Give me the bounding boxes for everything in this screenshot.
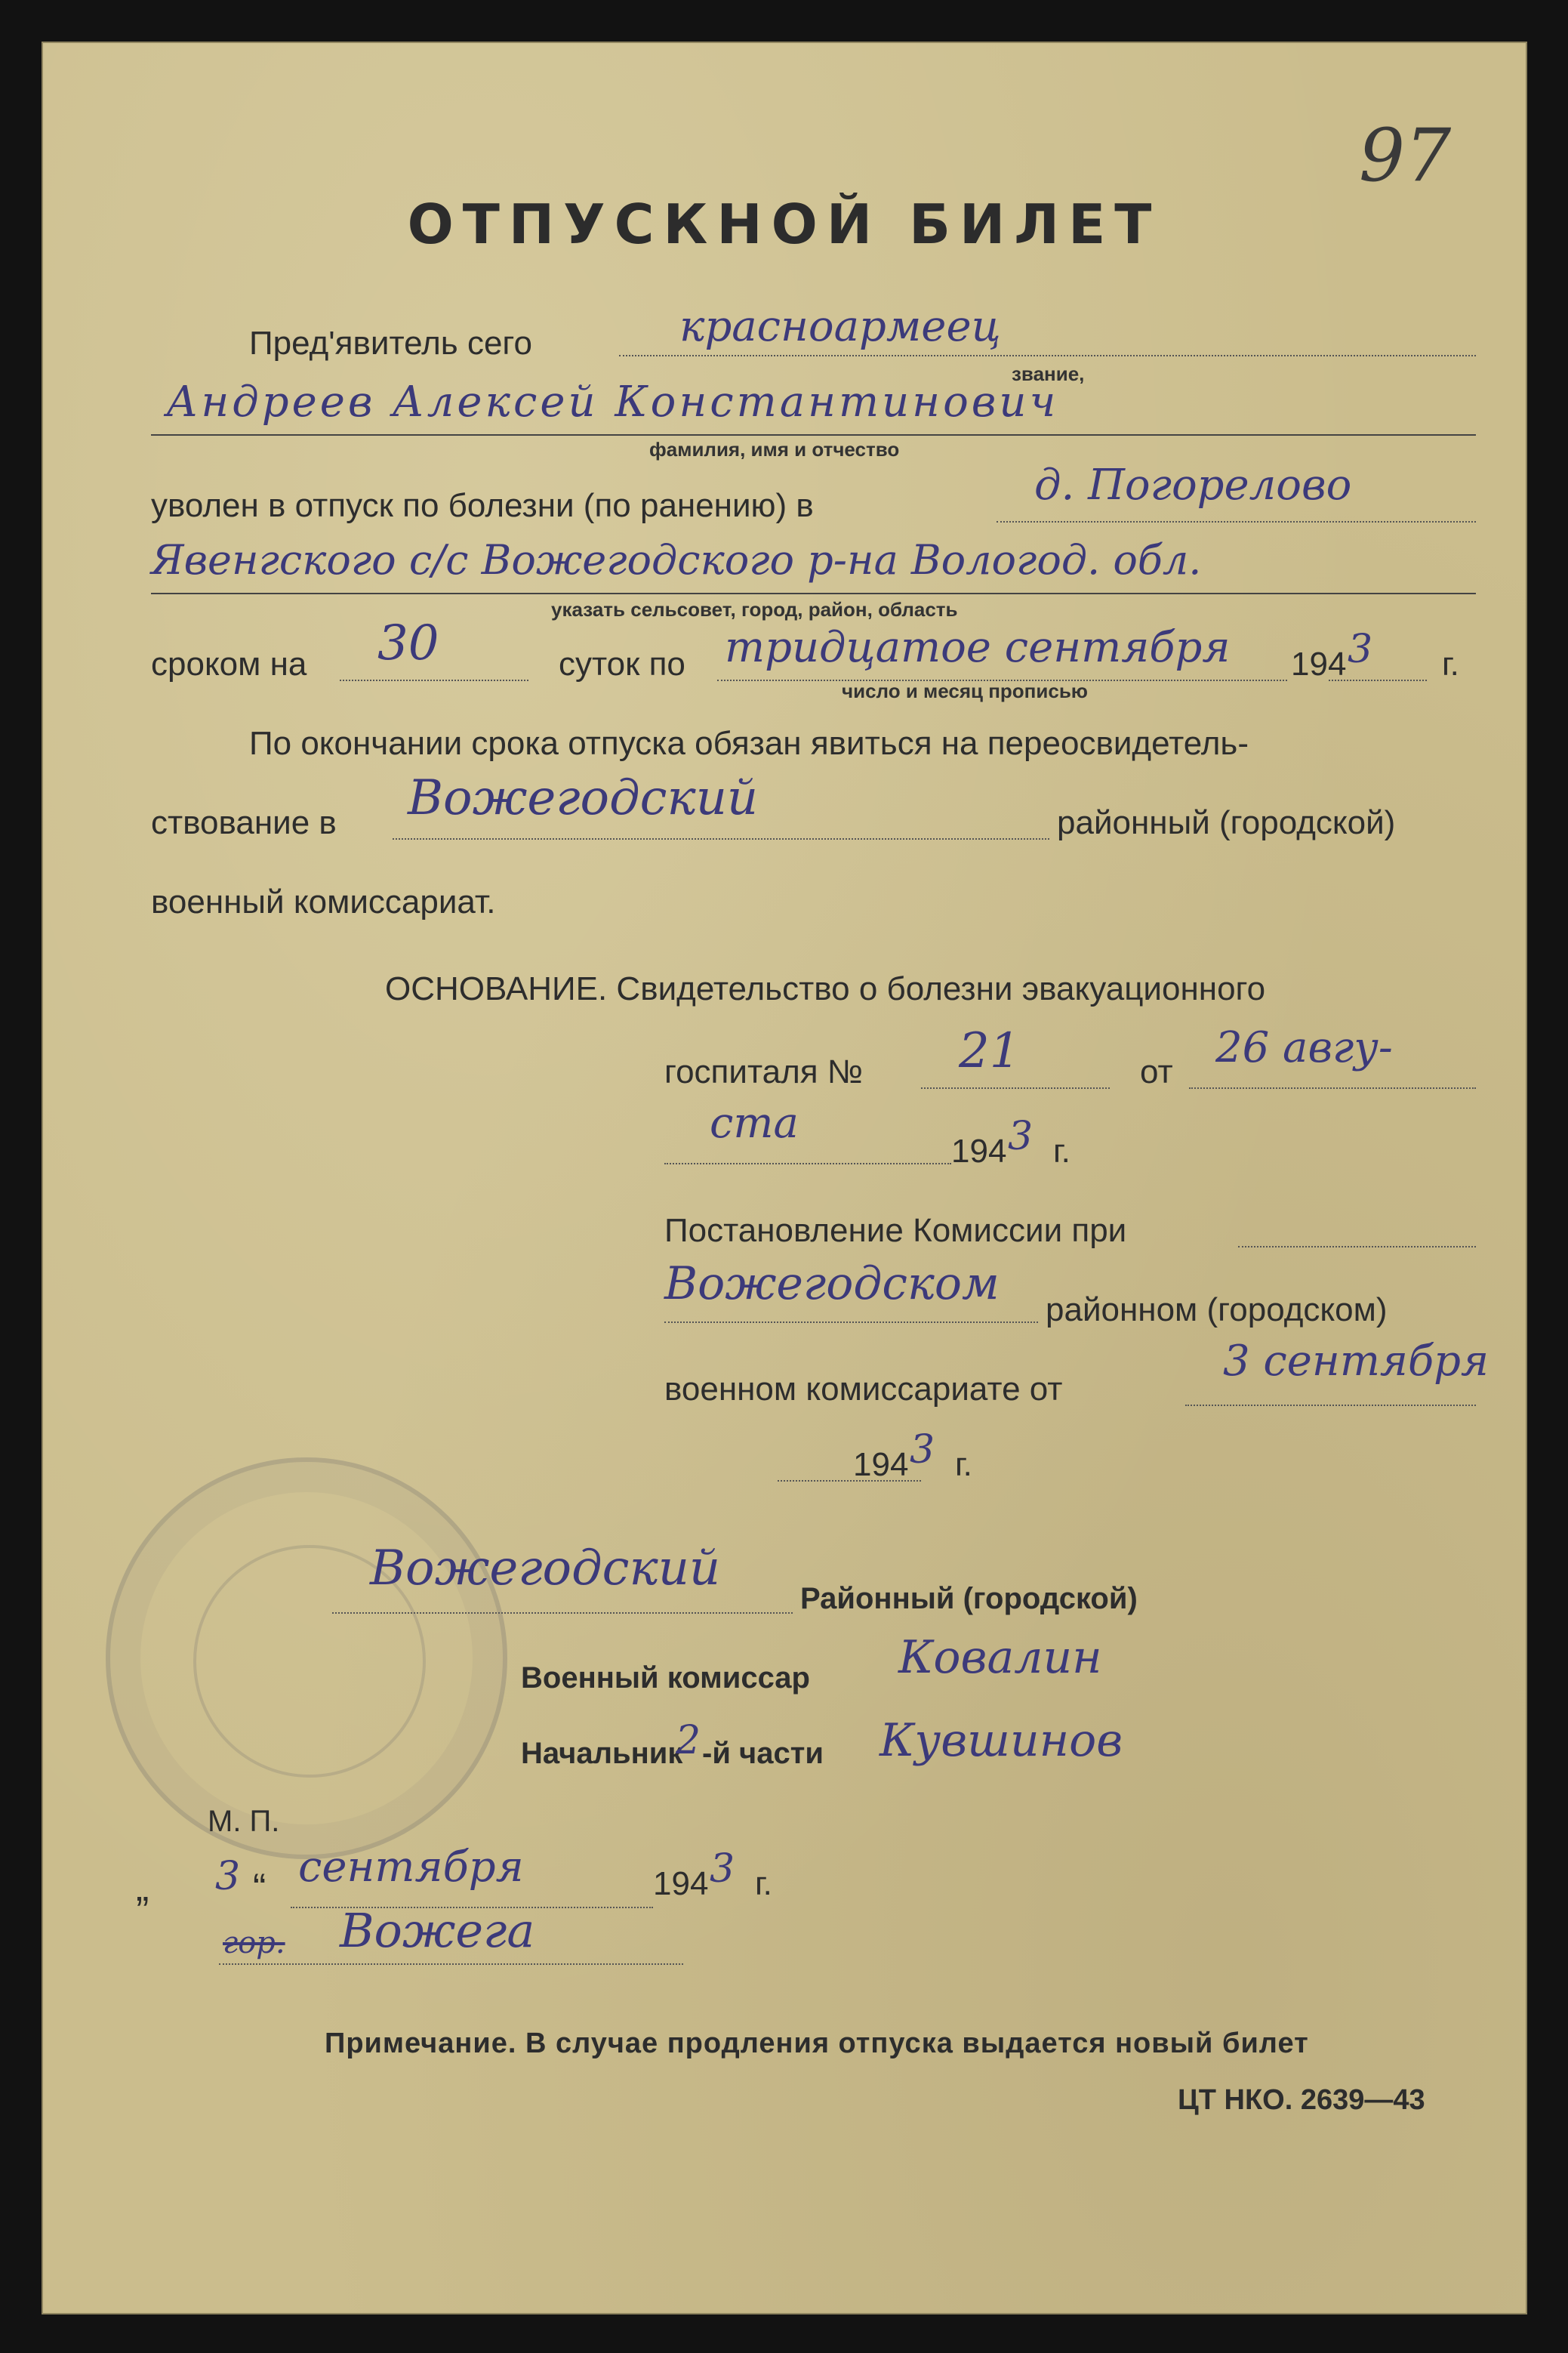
issue-year-suffix: г. xyxy=(755,1865,772,1902)
reexam-line-1: По окончании срока отпуска обязан явиться на переосвидетель- xyxy=(249,725,1249,762)
sig-district-line xyxy=(332,1612,793,1614)
commission-date-line xyxy=(1185,1405,1476,1406)
issue-place-line xyxy=(219,1963,683,1965)
leave-line-2 xyxy=(151,593,1476,594)
basis-line-1: ОСНОВАНИЕ. Свидетельство о болезни эвакуационного xyxy=(385,970,1266,1007)
bearer-rank: красноармеец xyxy=(679,302,1001,351)
basis-hospital-no: 21 xyxy=(959,1023,1021,1079)
commissar-label: Военный комиссар xyxy=(521,1661,810,1695)
basis-year-suffix: г. xyxy=(1053,1133,1070,1170)
term-year-line xyxy=(1329,680,1427,681)
seal-stamp xyxy=(106,1457,507,1859)
leave-place-2: Явенгского с/с Вожегодского р-на Вологод. обл. xyxy=(151,536,1202,584)
commission-line-1: Постановление Комиссии при xyxy=(664,1212,1127,1249)
commission-year-prefix: 194 xyxy=(853,1446,909,1483)
chief-label-a: Начальник xyxy=(521,1737,683,1770)
bearer-caption: звание, xyxy=(1012,362,1085,385)
issue-place: Вожега xyxy=(340,1903,535,1958)
form-code: ЦТ НКО. 2639—43 xyxy=(1178,2084,1425,2116)
footnote: Примечание. В случае продления отпуска выдается новый билет xyxy=(325,2028,1309,2059)
chief-part: 2 xyxy=(676,1718,701,1763)
term-year-prefix: 194 xyxy=(1291,646,1347,683)
term-year-suffix: г. xyxy=(1442,646,1459,683)
basis-date-1: 26 авгу- xyxy=(1215,1023,1393,1072)
basis-date-line-2 xyxy=(664,1163,951,1164)
basis-date-2: ста xyxy=(710,1099,799,1148)
term-label: сроком на xyxy=(151,646,307,683)
term-until: тридцатое сентября xyxy=(725,623,1231,672)
basis-from-label: от xyxy=(1140,1053,1173,1090)
issue-place-struck: гор. xyxy=(223,1926,285,1960)
term-year-digit: 3 xyxy=(1348,627,1373,672)
commission-district-line xyxy=(664,1321,1038,1323)
name-caption: фамилия, имя и отчество xyxy=(649,438,900,461)
issue-close-quote: “ xyxy=(253,1866,266,1910)
chief-signature: Кувшинов xyxy=(879,1714,1123,1767)
reexam-line-3: военный комиссариат. xyxy=(151,884,496,921)
reexam-district: Вожегодский xyxy=(408,770,759,826)
reexam-line-2-prefix: ствование в xyxy=(151,804,337,841)
chief-label-b: -й части xyxy=(702,1737,824,1770)
document-title: ОТПУСКНОЙ БИЛЕТ xyxy=(407,193,1161,256)
issue-month: сентября xyxy=(298,1843,524,1892)
leave-label: уволен в отпуск по болезни (по ранению) в xyxy=(151,487,814,524)
leave-place-1: д. Погорелово xyxy=(1034,461,1352,510)
reexam-line-2-suffix: районный (городской) xyxy=(1057,804,1396,841)
commission-year-suffix: г. xyxy=(955,1446,972,1483)
term-days-label: суток по xyxy=(559,646,685,683)
reexam-line xyxy=(393,838,1049,840)
basis-year-digit: 3 xyxy=(1008,1114,1034,1159)
commission-line-1-fill xyxy=(1238,1246,1476,1247)
term-caption: число и месяц прописью xyxy=(842,680,1089,702)
issue-open-quote: „ xyxy=(136,1866,149,1910)
commission-district: Вожегодском xyxy=(664,1257,1000,1310)
sig-district: Вожегодский xyxy=(370,1540,721,1596)
term-days-line xyxy=(340,680,528,681)
commission-line-3: военном комиссариате от xyxy=(664,1371,1063,1408)
issue-year-digit: 3 xyxy=(710,1846,735,1892)
full-name: Андреев Алексей Константинович xyxy=(166,378,1059,427)
term-days: 30 xyxy=(377,615,439,671)
leave-line-1 xyxy=(997,521,1476,523)
leave-caption: указать сельсовет, город, район, область xyxy=(551,598,958,621)
commission-district-suffix: районном (городском) xyxy=(1046,1291,1388,1328)
sig-district-label: Районный (городской) xyxy=(800,1582,1138,1615)
name-line xyxy=(151,434,1476,436)
issue-day: 3 xyxy=(215,1854,241,1899)
basis-hospital-label: госпиталя № xyxy=(664,1053,864,1090)
commission-date: 3 сентября xyxy=(1223,1337,1489,1386)
basis-hospital-line xyxy=(921,1087,1110,1089)
archive-number: 97 xyxy=(1359,113,1452,198)
basis-year-prefix: 194 xyxy=(951,1133,1007,1170)
basis-date-line-1 xyxy=(1189,1087,1476,1089)
commission-year-digit: 3 xyxy=(910,1427,935,1473)
stamp-place-label: М. П. xyxy=(208,1805,280,1838)
issue-year-prefix: 194 xyxy=(653,1865,709,1902)
bearer-line xyxy=(619,355,1476,356)
bearer-label: Пред'явитель сего xyxy=(249,325,532,362)
commissar-signature: Ковалин xyxy=(898,1631,1102,1684)
